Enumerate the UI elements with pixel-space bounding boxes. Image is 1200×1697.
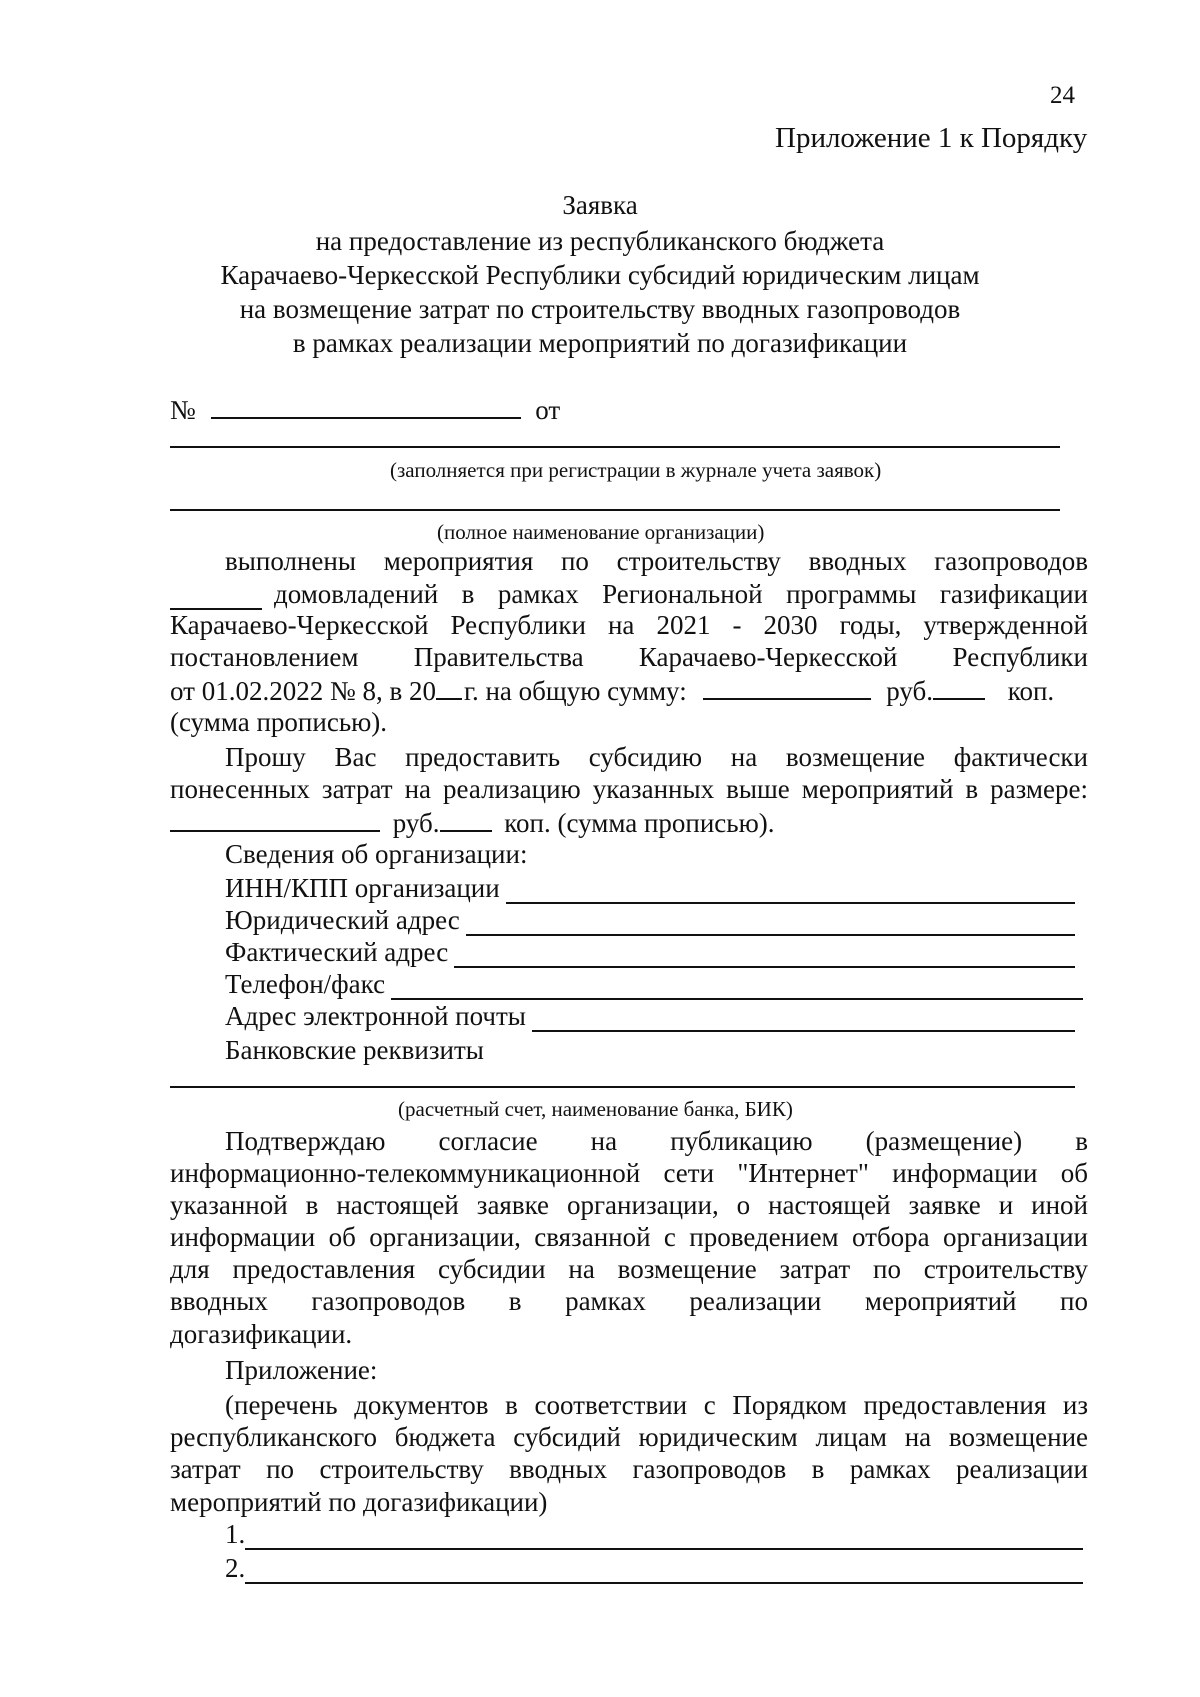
- title-line-5: в рамках реализации мероприятий по догазификации: [292, 328, 908, 358]
- paragraph-line: указанной в настоящей заявке организации, о настоящей заявке и иной: [170, 1190, 1088, 1220]
- page-number: 24: [1050, 82, 1075, 109]
- paragraph-line: (сумма прописью).: [170, 707, 388, 737]
- attachments-heading: Приложение:: [225, 1355, 378, 1385]
- paragraph-line: догазификации.: [170, 1319, 353, 1349]
- kop-text: коп. (сумма прописью).: [504, 808, 775, 838]
- attachment-item-number: 2.: [225, 1553, 246, 1583]
- registration-number-field[interactable]: [211, 393, 521, 419]
- paragraph-line: (перечень документов в соответствии с Порядком предоставления из: [225, 1390, 1088, 1420]
- title-line-2: на предоставление из республиканского бюджета: [315, 226, 885, 256]
- paragraph-line: мероприятий по догазификации): [170, 1487, 548, 1517]
- phone-fax-row: [225, 968, 1083, 1000]
- paragraph-line-amount: [170, 806, 775, 839]
- phone-fax-field[interactable]: [391, 974, 1083, 1000]
- registration-hint: (заполняется при регистрации в журнале учета заявок): [390, 458, 882, 482]
- attachment-item-2-field[interactable]: [245, 1558, 1083, 1584]
- kop-label: коп.: [1007, 676, 1055, 706]
- paragraph-line: понесенных затрат на реализацию указанных выше мероприятий в размере:: [170, 774, 1088, 804]
- paragraph-line: Подтверждаю согласие на публикацию (размещение) в: [225, 1126, 1088, 1156]
- registration-date-line[interactable]: [170, 446, 1060, 448]
- total-rubles-field[interactable]: [703, 674, 871, 700]
- actual-address-field[interactable]: [454, 942, 1075, 968]
- subsidy-rubles-field[interactable]: [170, 806, 380, 832]
- title-line-1: Заявка: [562, 190, 638, 220]
- inn-kpp-field[interactable]: [506, 878, 1075, 904]
- paragraph-text: домовладений в рамках Региональной программы газификации: [274, 579, 1088, 609]
- bank-details-field[interactable]: [170, 1086, 1075, 1088]
- attachment-item-1-field[interactable]: [245, 1524, 1083, 1550]
- bank-details-hint: (расчетный счет, наименование банка, БИК): [398, 1097, 793, 1121]
- households-count-field[interactable]: [170, 584, 262, 610]
- organization-name-line[interactable]: [170, 509, 1060, 511]
- phone-fax-label: Телефон/факс: [225, 969, 386, 999]
- paragraph-line: информационно-телекоммуникационной сети "Интернет" информации об: [170, 1158, 1088, 1188]
- paragraph-line: вводных газопроводов в рамках реализации мероприятий по: [170, 1286, 1088, 1316]
- actual-address-label: Фактический адрес: [225, 937, 449, 967]
- attachment-item-number: 1.: [225, 1519, 246, 1549]
- paragraph-line: затрат по строительству вводных газопроводов в рамках реализации: [170, 1454, 1088, 1484]
- legal-address-row: [225, 904, 1075, 936]
- inn-kpp-label: ИНН/КПП организации: [225, 873, 500, 903]
- number-sign: №: [170, 395, 196, 425]
- rub-label: руб.: [886, 676, 933, 706]
- subsidy-kopecks-field[interactable]: [440, 806, 492, 832]
- paragraph-line: для предоставления субсидии на возмещение затрат по строительству: [170, 1254, 1088, 1284]
- attachment-item-2: [225, 1552, 1083, 1584]
- inn-kpp-row: [225, 872, 1075, 904]
- email-field[interactable]: [532, 1006, 1075, 1032]
- actual-address-row: [225, 936, 1075, 968]
- bank-details-label: Банковские реквизиты: [225, 1035, 484, 1065]
- date-from-label: от: [535, 395, 561, 425]
- title-line-4: на возмещение затрат по строительству вводных газопроводов: [239, 294, 961, 324]
- email-label: Адрес электронной почты: [225, 1001, 526, 1031]
- paragraph-line: республиканского бюджета субсидий юридическим лицам на возмещение: [170, 1422, 1088, 1452]
- legal-address-label: Юридический адрес: [225, 905, 460, 935]
- title-line-3: Карачаево-Черкесской Республики субсидий юридическим лицам: [220, 260, 980, 290]
- attachment-item-1: [225, 1518, 1083, 1550]
- email-row: [225, 1000, 1075, 1032]
- decree-text: от 01.02.2022 № 8, в 20: [170, 676, 436, 706]
- paragraph-line: выполнены мероприятия по строительству вводных газопроводов: [225, 546, 1088, 576]
- appendix-reference: Приложение 1 к Порядку: [775, 122, 1088, 154]
- organization-name-hint: (полное наименование организации): [437, 520, 765, 544]
- legal-address-field[interactable]: [466, 910, 1075, 936]
- paragraph-line: [170, 578, 1088, 610]
- paragraph-line: информации об организации, связанной с проведением отбора организации: [170, 1222, 1088, 1252]
- total-kopecks-field[interactable]: [933, 674, 985, 700]
- paragraph-line-amount: [170, 674, 1054, 707]
- year-field[interactable]: [436, 674, 462, 700]
- paragraph-line: Прошу Вас предоставить субсидию на возмещение фактически: [225, 742, 1088, 772]
- total-amount-label: г. на общую сумму:: [463, 676, 687, 706]
- rub-label: руб.: [392, 808, 440, 838]
- paragraph-line: Карачаево-Черкесской Республики на 2021 - 2030 годы, утвержденной: [170, 610, 1088, 640]
- org-info-heading: Сведения об организации:: [225, 839, 528, 869]
- paragraph-line: постановлением Правительства Карачаево-Черкесской Республики: [170, 642, 1088, 672]
- registration-number-row: [170, 393, 560, 426]
